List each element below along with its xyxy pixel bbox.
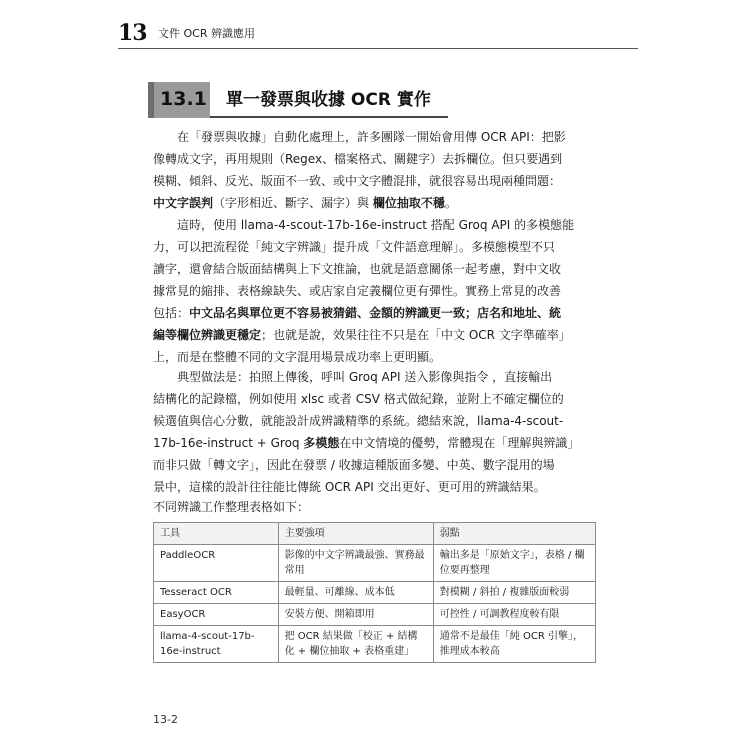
table-cell: PaddleOCR	[154, 545, 279, 582]
bold-text: 中文品名與單位更不容易被猜錯、金額的辨識更一致；店名和地址、統	[189, 306, 562, 320]
paragraph-line: 而非只做「轉文字」，因此在發票 / 收據這種版面多變、中英、數字混用的場	[153, 458, 555, 472]
paragraph-line: 據常見的縮排、表格線缺失、或店家自定義欄位更有彈性。實務上常見的改善	[153, 284, 562, 298]
paragraph-line	[153, 302, 596, 324]
table-cell: 安裝方便、開箱即用	[278, 604, 433, 626]
table-cell: Tesseract OCR	[154, 582, 279, 604]
text-segment: 在中文情境的優勢，常體現在「理解與辨識」	[339, 436, 580, 450]
table-row	[154, 626, 596, 663]
paragraph-2	[153, 214, 596, 368]
table-cell: 通常不是最佳「純 OCR 引擎」，推理成本較高	[433, 626, 595, 663]
section-number: 13.1	[160, 88, 207, 110]
paragraph-line: 力，可以把流程從「純文字辨識」提升成「文件語意理解」。多模態模型不只	[153, 240, 556, 254]
table-cell: 輸出多是「原始文字」，表格 / 欄位要再整理	[433, 545, 595, 582]
paragraph-line	[153, 324, 596, 346]
paragraph-line: 像轉成文字，再用規則（Regex、檔案格式、關鍵字）去拆欄位。但只要遇到	[153, 152, 563, 166]
paragraph-line: 結構化的記錄檔，例如使用 xlsc 或者 CSV 格式做紀錄，並附上不確定欄位的	[153, 392, 564, 406]
table-cell: 可控性 / 可調教程度較有限	[433, 604, 595, 626]
paragraph-line: 上，而是在整體不同的文字混用場景成功率上更明顯。	[153, 350, 442, 364]
bold-text: 編等欄位辨識更穩定	[153, 328, 262, 342]
table-cell: 最輕量、可離線、成本低	[278, 582, 433, 604]
paragraph-1	[153, 126, 596, 214]
page-number: 13-2	[153, 713, 178, 726]
paragraph-line: 讀字，還會結合版面結構與上下文推論，也就是語意關係一起考慮，對中文收	[153, 262, 562, 276]
table-cell: 把 OCR 結果做「校正 + 結構化 + 欄位抽取 + 表格重建」	[278, 626, 433, 663]
running-header	[118, 20, 638, 50]
table-cell: llama-4-scout-17b-16e-instruct	[154, 626, 279, 663]
paragraph-line	[153, 192, 596, 214]
paragraph-line	[153, 432, 596, 454]
paragraph-line: 在「發票與收據」自動化處理上，許多團隊一開始會用傳 OCR API：把影	[177, 130, 566, 144]
table-header-row	[154, 523, 596, 545]
text-segment: 。	[444, 196, 457, 210]
chapter-title: 文件 OCR 辨識應用	[158, 27, 255, 40]
bold-text: 中文字誤判	[153, 196, 214, 210]
chapter-number: 13	[118, 20, 147, 46]
paragraph-3	[153, 366, 596, 498]
paragraph-line: 模糊、傾斜、反光、版面不一致、或中文字體混排，就很容易出現兩種問題：	[153, 174, 562, 188]
paragraph-line: 典型做法是：拍照上傳後，呼叫 Groq API 送入影像與指令 ，直接輸出	[177, 370, 553, 384]
paragraph-line: 景中，這樣的設計往往能比傳統 OCR API 交出更好、更可用的辨識結果。	[153, 480, 546, 494]
header-cell-strength: 主要強項	[278, 523, 433, 545]
paragraph-line: 這時，使用 llama-4-scout-17b-16e-instruct 搭配 Groq API 的多模態能	[177, 218, 575, 232]
table-cell: 影像的中文字辨識最強、實務最常用	[278, 545, 433, 582]
bold-text: 多模態	[303, 436, 340, 450]
text-segment: （字形相近、斷字、漏字）與	[213, 196, 373, 210]
header-rule	[118, 48, 638, 49]
bold-text: 欄位抽取不穩	[372, 196, 445, 210]
table-cell: EasyOCR	[154, 604, 279, 626]
section-heading	[148, 82, 448, 118]
table-row	[154, 604, 596, 626]
tool-comparison-table	[153, 522, 596, 663]
table-row	[154, 582, 596, 604]
paragraph-line: 候選值與信心分數，就能設計成辨識精準的系統。總結來說，llama-4-scout-	[153, 414, 564, 428]
table-cell: 對模糊 / 斜拍 / 複雜版面較弱	[433, 582, 595, 604]
text-segment: ；也就是說，效果往往不只是在「中文 OCR 文字準確率」	[261, 328, 571, 342]
header-cell-weakness: 弱點	[433, 523, 595, 545]
text-segment: 17b-16e-instruct + Groq	[153, 436, 304, 450]
section-rule	[210, 116, 448, 118]
table-caption: 不同辨識工作整理表格如下：	[153, 500, 310, 514]
text-segment: 包括：	[153, 306, 190, 320]
section-title: 單一發票與收據 OCR 實作	[226, 90, 431, 110]
table-row	[154, 545, 596, 582]
header-cell-tool: 工具	[154, 523, 279, 545]
